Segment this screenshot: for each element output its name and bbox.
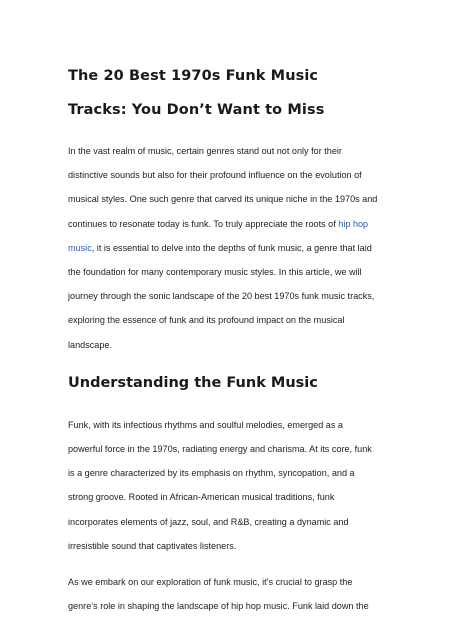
hip-hop-paragraph: As we embark on our exploration of funk music, it’s crucial to grasp the genre’s role in shaping the landscape of hip hop music. Funk laid down the	[68, 577, 369, 612]
hip-hop-music-link[interactable]: hip hop music	[68, 218, 369, 253]
section-heading: Understanding the Funk Music	[68, 374, 318, 391]
article-title: The 20 Best 1970s Funk Music Tracks: You Don’t Want to Miss	[68, 68, 325, 118]
funk-paragraph: Funk, with its infectious rhythms and soulful melodies, emerged as a powerful force in the 1970s, radiating energy and charisma. At its core, funk is a genre characterized by its emphasis on rhythm, syncopation, and a strong groove. Rooted in African-American musical traditions, funk incorporates elements of jazz, soul, and R&B, creating a dynamic and irresistible sound that captivates listeners.	[68, 419, 372, 551]
intro-paragraph	[68, 139, 379, 357]
intro-text-after-link: , it is essential to delve into the depths of funk music, a genre that laid the foundation for many contemporary music styles. In this article, we will journey through the sonic landscape of the 20 best 1970s funk music tracks, exploring the essence of funk and its profound impact on the musical landscape.	[68, 242, 375, 350]
intro-text-before-link: In the vast realm of music, certain genres stand out not only for their distinctive sounds but also for their profound influence on the evolution of musical styles. One such genre that carved its unique niche in the 1970s and continues to resonate today is funk. To truly appreciate the roots of	[68, 146, 378, 229]
